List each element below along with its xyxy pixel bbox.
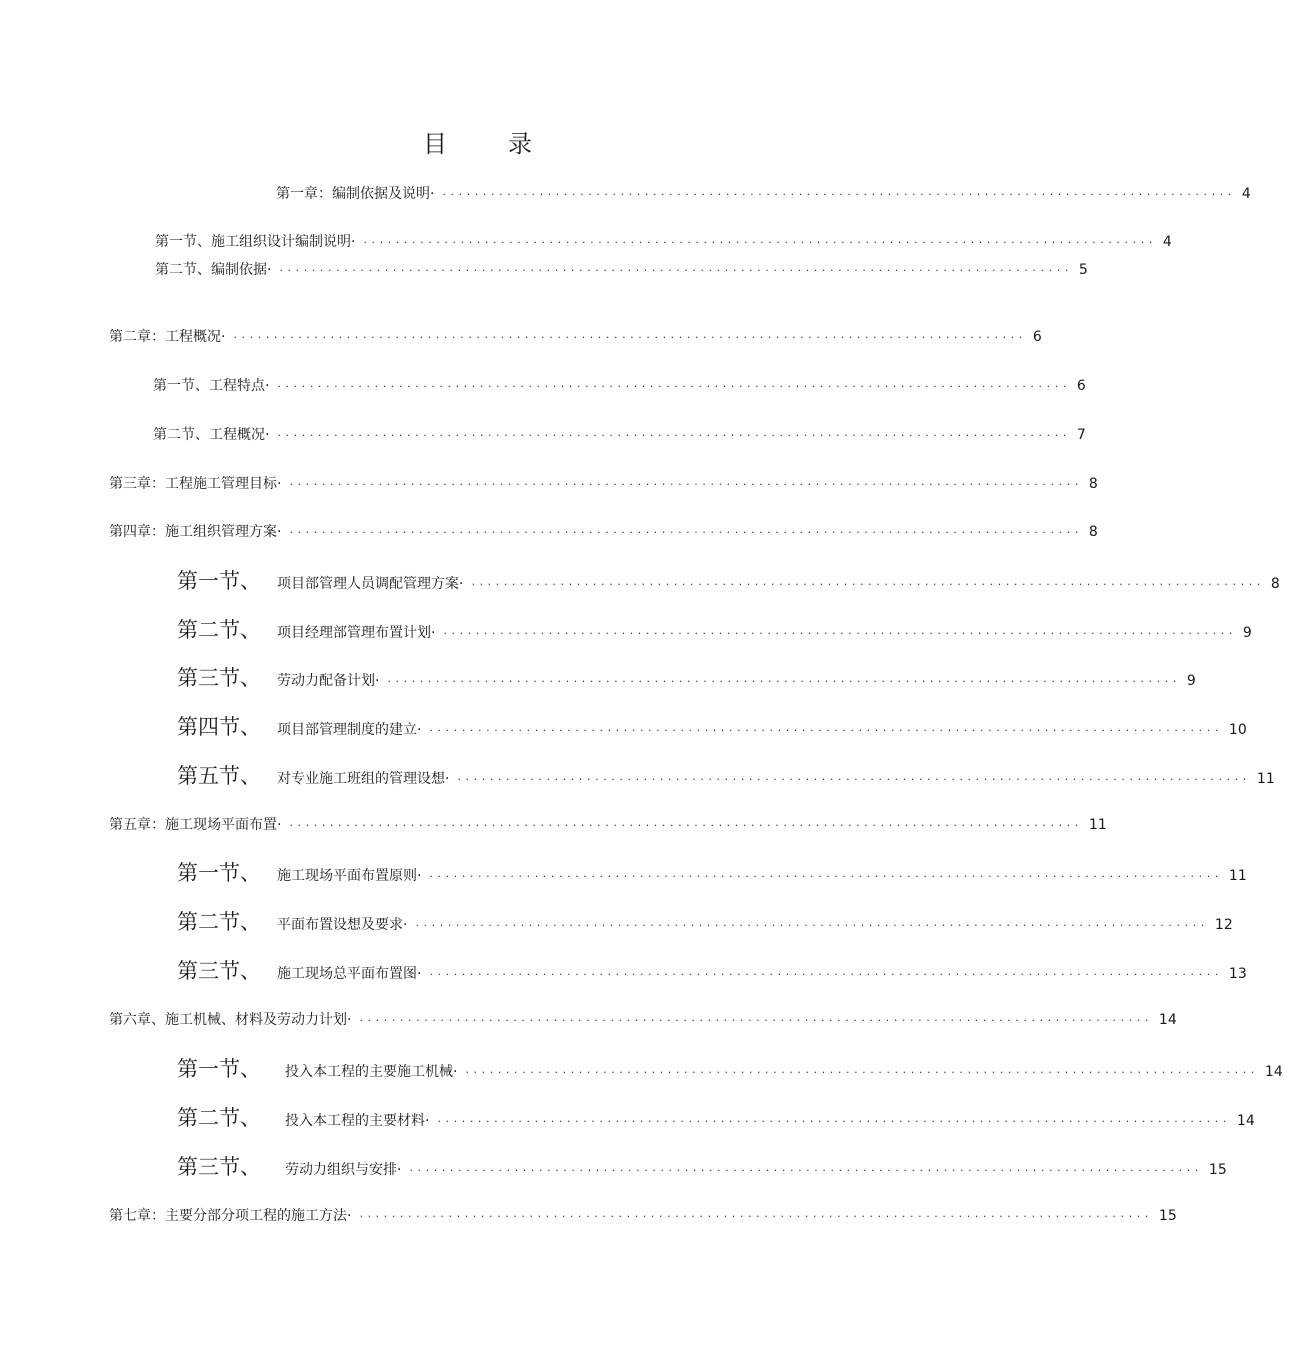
toc-section-prefix: 第五节、 [177,764,261,788]
toc-section-prefix: 第一节、 [177,569,261,593]
toc-entry-text: 项目部管理人员调配管理方案· [277,576,464,592]
dot-leader: ·································································································· [415,919,1209,932]
toc-page-number: 8 [1270,576,1280,592]
toc-page-number: 12 [1214,917,1233,933]
toc-entry[interactable] [177,906,1233,936]
toc-entry-text: 对专业施工班组的管理设想· [277,771,450,787]
toc-entry[interactable] [177,857,1247,887]
dot-leader: ·································································································· [465,1066,1259,1079]
toc-entry[interactable] [276,183,1251,203]
toc-entry-text: 项目经理部管理布置计划· [277,625,436,641]
toc-entry[interactable] [177,760,1275,790]
toc-entry[interactable] [153,375,1086,395]
toc-entry-text: 施工现场总平面布置图· [277,966,422,982]
toc-page-number: 5 [1078,262,1088,278]
toc-entry[interactable] [177,711,1247,741]
dot-leader: ·································································································· [437,1115,1231,1128]
toc-entry-text: 第一节、施工组织设计编制说明· [155,234,356,250]
toc-page-number: 14 [1158,1012,1177,1028]
toc-entry[interactable] [155,259,1088,279]
toc-entry[interactable] [177,1102,1255,1132]
toc-section-prefix: 第三节、 [177,666,261,690]
dot-leader: ·································································································· [429,724,1223,737]
dot-leader: ·································································································· [429,968,1223,981]
toc-entry-text: 项目部管理制度的建立· [277,722,422,738]
toc-entry-text: 第二节、工程概况· [153,427,270,443]
dot-leader: ·································································································· [442,188,1236,201]
toc-entry-text: 第五章：施工现场平面布置· [109,817,282,833]
dot-leader: ·································································································· [443,627,1237,640]
toc-section-prefix: 第一节、 [177,861,261,885]
toc-entry-text: 劳动力组织与安排· [285,1162,402,1178]
toc-page-number: 4 [1241,186,1251,202]
toc-page-number: 6 [1076,378,1086,394]
toc-entry-text: 劳动力配备计划· [277,673,380,689]
toc-entry[interactable] [177,662,1196,692]
toc-page-number: 8 [1088,524,1098,540]
toc-page-number: 6 [1032,329,1042,345]
toc-entry-text: 第一章：编制依据及说明· [276,186,435,202]
toc-entry[interactable] [177,1053,1283,1083]
toc-page-number: 10 [1228,722,1247,738]
toc-page-number: 11 [1256,771,1275,787]
dot-leader: ·································································································· [289,526,1083,539]
toc-entry[interactable] [109,814,1107,834]
dot-leader: ·································································································· [277,429,1071,442]
toc-entry[interactable] [177,1151,1227,1181]
toc-entry-text: 第四章：施工组织管理方案· [109,524,282,540]
dot-leader: ·································································································· [359,1014,1153,1027]
dot-leader: ·································································································· [289,478,1083,491]
toc-page-number: 11 [1228,868,1247,884]
dot-leader: ·································································································· [457,773,1251,786]
toc-page-number: 4 [1162,234,1172,250]
toc-entry-text: 第一节、工程特点· [153,378,270,394]
toc-page-number: 9 [1186,673,1196,689]
toc-entry-text: 第六章、施工机械、材料及劳动力计划· [109,1012,352,1028]
toc-section-prefix: 第一节、 [177,1057,261,1081]
toc-entry[interactable] [177,955,1247,985]
toc-section-prefix: 第三节、 [177,1155,261,1179]
toc-page-number: 7 [1076,427,1086,443]
dot-leader: ·································································································· [279,264,1073,277]
toc-entry[interactable] [109,1009,1177,1029]
toc-section-prefix: 第四节、 [177,715,261,739]
toc-section-prefix: 第三节、 [177,959,261,983]
toc-entry-text: 平面布置设想及要求· [277,917,408,933]
toc-title-char-2: 录 [508,130,532,158]
dot-leader: ·································································································· [409,1164,1203,1177]
toc-page-number: 15 [1158,1208,1177,1224]
toc-entry[interactable] [153,424,1086,444]
toc-page-number: 9 [1242,625,1252,641]
toc-page-number: 15 [1208,1162,1227,1178]
toc-entry-text: 投入本工程的主要材料· [285,1113,430,1129]
toc-entry[interactable] [109,473,1098,493]
toc-title [423,124,532,159]
dot-leader: ·································································································· [233,331,1027,344]
toc-entry-text: 第二章：工程概况· [109,329,226,345]
dot-leader: ·································································································· [471,578,1265,591]
toc-title-char-1: 目 [423,130,447,158]
toc-entry-text: 投入本工程的主要施工机械· [285,1064,458,1080]
dot-leader: ·································································································· [289,819,1083,832]
toc-entry-text: 第二节、编制依据· [155,262,272,278]
toc-entry-text: 第七章：主要分部分项工程的施工方法· [109,1208,352,1224]
toc-entry[interactable] [155,231,1172,251]
toc-section-prefix: 第二节、 [177,910,261,934]
dot-leader: ·································································································· [387,675,1181,688]
toc-entry[interactable] [177,565,1280,595]
toc-entry-text: 第三章：工程施工管理目标· [109,476,282,492]
toc-page-number: 8 [1088,476,1098,492]
dot-leader: ·································································································· [277,380,1071,393]
toc-entry[interactable] [109,326,1042,346]
toc-entry[interactable] [109,1205,1177,1225]
toc-entry-text: 施工现场平面布置原则· [277,868,422,884]
toc-page-number: 14 [1236,1113,1255,1129]
dot-leader: ·································································································· [359,1210,1153,1223]
toc-section-prefix: 第二节、 [177,618,261,642]
toc-page-number: 11 [1088,817,1107,833]
dot-leader: ·································································································· [363,236,1157,249]
toc-entry[interactable] [177,614,1252,644]
toc-page-number: 13 [1228,966,1247,982]
toc-section-prefix: 第二节、 [177,1106,261,1130]
toc-page-number: 14 [1264,1064,1283,1080]
toc-entry[interactable] [109,521,1098,541]
dot-leader: ·································································································· [429,870,1223,883]
